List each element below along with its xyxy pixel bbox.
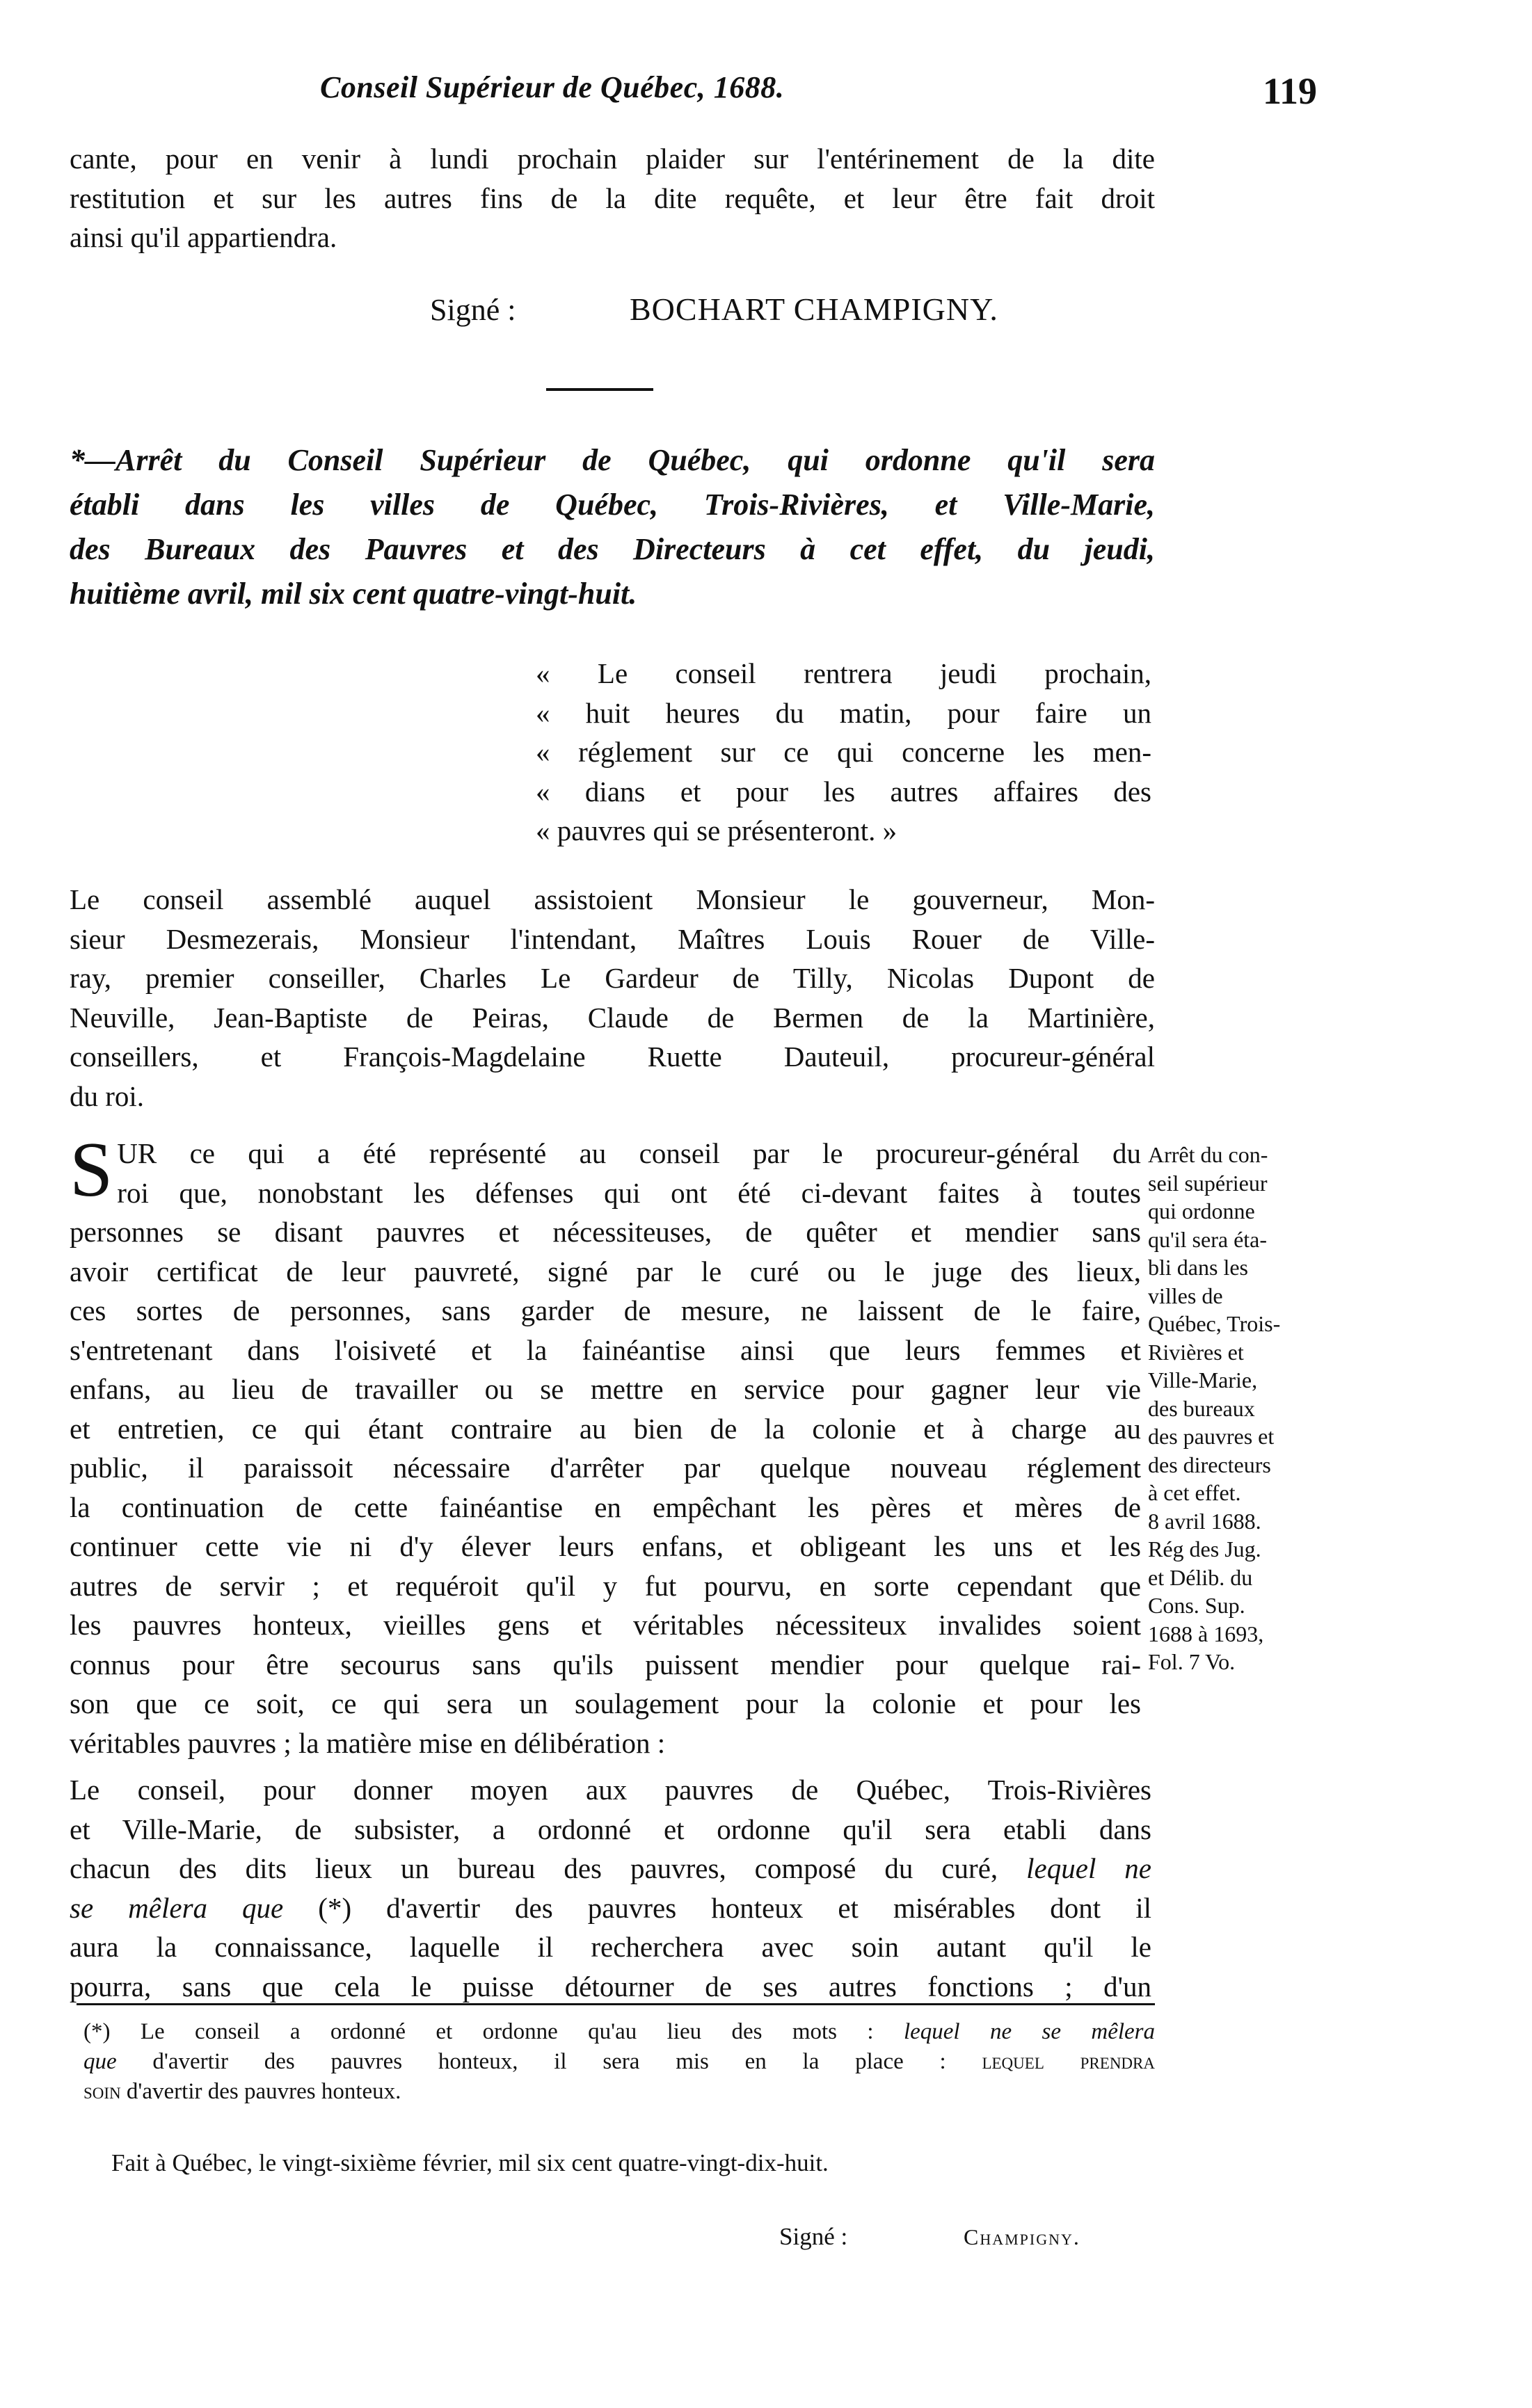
note-line: Québec, Trois- [1148, 1311, 1281, 1336]
text-line: roi que, nonobstant les défenses qui ont été ci-devant faites à toutes [117, 1176, 1141, 1209]
note-line: qu'il sera éta- [1148, 1226, 1268, 1252]
title-line: *—Arrêt du Conseil Supérieur de Québec, qui ordonne qu'il sera [70, 443, 1155, 477]
text-line: Neuville, Jean-Baptiste de Peiras, Claude de Bermen de la Martinière, [70, 1001, 1155, 1034]
conseil-paragraph [70, 1770, 1151, 2006]
quote-line: « réglement sur ce qui concerne les men- [536, 736, 1151, 768]
text-line: enfans, au lieu de travailler ou se mettre en service pour gagner leur vie [70, 1373, 1141, 1405]
text-line: s'entretenant dans l'oisiveté et la fainéantise ainsi que leurs femmes et [70, 1333, 1141, 1366]
footnote [83, 2017, 1155, 2107]
text-line: conseillers, et François-Magdelaine Ruette Dauteuil, procureur-général [70, 1041, 1155, 1073]
section-divider [546, 388, 653, 391]
text-line: avoir certificat de leur pauvreté, signé par le curé ou le juge des lieux, [70, 1255, 1141, 1287]
page-number: 119 [1263, 70, 1318, 112]
closing-date-line: Fait à Québec, le vingt-sixième février, mil six cent quatre-vingt-dix-huit. [111, 2149, 829, 2176]
smallcaps-run: soin [83, 2079, 121, 2104]
text-line: public, il paraissoit nécessaire d'arrêter par quelque nouveau réglement [70, 1452, 1141, 1484]
italic-run: se mêlera que [70, 1891, 284, 1924]
note-line: des pauvres et [1148, 1424, 1275, 1449]
text-line: les pauvres honteux, vieilles gens et véritables nécessiteux invalides soient [70, 1609, 1141, 1641]
text-line: Le conseil assemblé auquel assistoient Monsieur le gouverneur, Mon- [70, 883, 1155, 915]
text-line: et entretien, ce qui étant contraire au bien de la colonie et à charge au [70, 1412, 1141, 1445]
text-line: restitution et sur les autres fins de la dite requête, et leur être fait droit [70, 182, 1155, 214]
note-line: villes de [1148, 1283, 1223, 1308]
italic-run: lequel ne se mêlera [903, 2019, 1156, 2044]
text-run: (*) d'avertir des pauvres honteux et misérables dont il [318, 1891, 1152, 1924]
note-line: et Délib. du [1148, 1564, 1253, 1590]
text-line: sieur Desmezerais, Monsieur l'intendant, Maîtres Louis Rouer de Ville- [70, 922, 1155, 955]
text-run: (*) Le conseil a ordonné et ordonne qu'au lieu des mots : [83, 2019, 874, 2044]
text-line: la continuation de cette fainéantise en empêchant les pères et mères de [70, 1491, 1141, 1523]
text-run: d'avertir des pauvres honteux, il sera mis en la place : [152, 2049, 946, 2074]
text-line [70, 1888, 1151, 1928]
quote-line: « Le conseil rentrera jeudi prochain, [536, 657, 1151, 689]
title-line: des Bureaux des Pauvres et des Directeurs à cet effet, du jeudi, [70, 532, 1155, 566]
signature-name: Champigny. [964, 2224, 1080, 2249]
smallcaps-run: lequel prendra [982, 2049, 1155, 2074]
footnote-line [83, 2047, 1155, 2077]
title-line: huitième avril, mil six cent quatre-vingt-huit. [70, 577, 637, 611]
note-line: Rég des Jug. [1148, 1536, 1261, 1562]
text-line: continuer cette vie ni d'y élever leurs enfans, et obligeant les uns et les [70, 1530, 1141, 1562]
footnote-divider [77, 2003, 1155, 2005]
text-line: personnes se disant pauvres et nécessiteuses, de quêter et mendier sans [70, 1216, 1141, 1248]
block-quote [536, 654, 1151, 851]
text-line: cante, pour en venir à lundi prochain plaider sur l'entérinement de la dite [70, 143, 1155, 175]
quote-line: « pauvres qui se présenteront. » [536, 814, 897, 846]
quote-line: « dians et pour les autres affaires des [536, 775, 1151, 808]
note-line: Arrêt du con- [1148, 1142, 1268, 1167]
italic-run: que [83, 2049, 117, 2074]
assembly-paragraph [70, 880, 1155, 1116]
text-line: Le conseil, pour donner moyen aux pauvres de Québec, Trois-Rivières [70, 1774, 1151, 1806]
footnote-line [83, 2017, 1155, 2047]
signature-label: Signé : [779, 2223, 848, 2250]
note-line: 1688 à 1693, [1148, 1621, 1264, 1646]
text-run: chacun des dits lieux un bureau des pauvres, composé du curé, [70, 1852, 998, 1884]
note-line: des bureaux [1148, 1395, 1255, 1421]
drop-cap: S [70, 1127, 113, 1213]
signature-label: Signé : [430, 293, 516, 327]
arret-title [70, 438, 1155, 616]
text-line: du roi. [70, 1079, 145, 1112]
note-line: Rivières et [1148, 1339, 1244, 1365]
text-line: connus pour être secourus sans qu'ils puissent mendier pour quelque rai- [70, 1648, 1141, 1680]
note-line: Fol. 7 Vo. [1148, 1649, 1236, 1674]
text-line: ray, premier conseiller, Charles Le Gardeur de Tilly, Nicolas Dupont de [70, 962, 1155, 994]
note-line: qui ordonne [1148, 1198, 1255, 1223]
text-line: véritables pauvres ; la matière mise en délibération : [70, 1726, 666, 1759]
note-line: bli dans les [1148, 1255, 1248, 1280]
footnote-line [83, 2077, 1155, 2107]
italic-run: lequel ne [1026, 1852, 1152, 1884]
running-title: Conseil Supérieur de Québec, 1688. [320, 70, 785, 104]
note-line: seil supérieur [1148, 1170, 1268, 1196]
title-line: établi dans les villes de Québec, Trois-Rivières, et Ville-Marie, [70, 488, 1155, 522]
note-line: des directeurs [1148, 1452, 1271, 1477]
text-line: aura la connaissance, laquelle il recherchera avec soin autant qu'il le [70, 1931, 1151, 1963]
intro-paragraph [70, 139, 1155, 257]
margin-note [1148, 1141, 1329, 1676]
text-line: UR ce qui a été représenté au conseil par le procureur-général du [117, 1137, 1141, 1169]
text-line: autres de servir ; et requéroit qu'il y fut pourvu, en sorte cependant que [70, 1569, 1141, 1602]
text-line: son que ce soit, ce qui sera un soulagement pour la colonie et pour les [70, 1687, 1141, 1719]
note-line: à cet effet. [1148, 1480, 1241, 1505]
text-run: d'avertir des pauvres honteux. [126, 2079, 401, 2104]
text-line [70, 1849, 1151, 1888]
text-line: ainsi qu'il appartiendra. [70, 221, 337, 253]
text-line: pourra, sans que cela le puisse détourner de ses autres fonctions ; d'un [70, 1970, 1151, 2002]
quote-line: « huit heures du matin, pour faire un [536, 696, 1151, 729]
text-line: et Ville-Marie, de subsister, a ordonné et ordonne qu'il sera etabli dans [70, 1813, 1151, 1845]
note-line: Cons. Sup. [1148, 1593, 1245, 1618]
signature-name: BOCHART CHAMPIGNY. [630, 291, 998, 327]
text-line: ces sortes de personnes, sans garder de mesure, ne laissent de le faire, [70, 1294, 1141, 1326]
note-line: Ville-Marie, [1148, 1367, 1258, 1392]
note-line: 8 avril 1688. [1148, 1508, 1261, 1534]
main-paragraph [70, 1127, 1141, 1763]
